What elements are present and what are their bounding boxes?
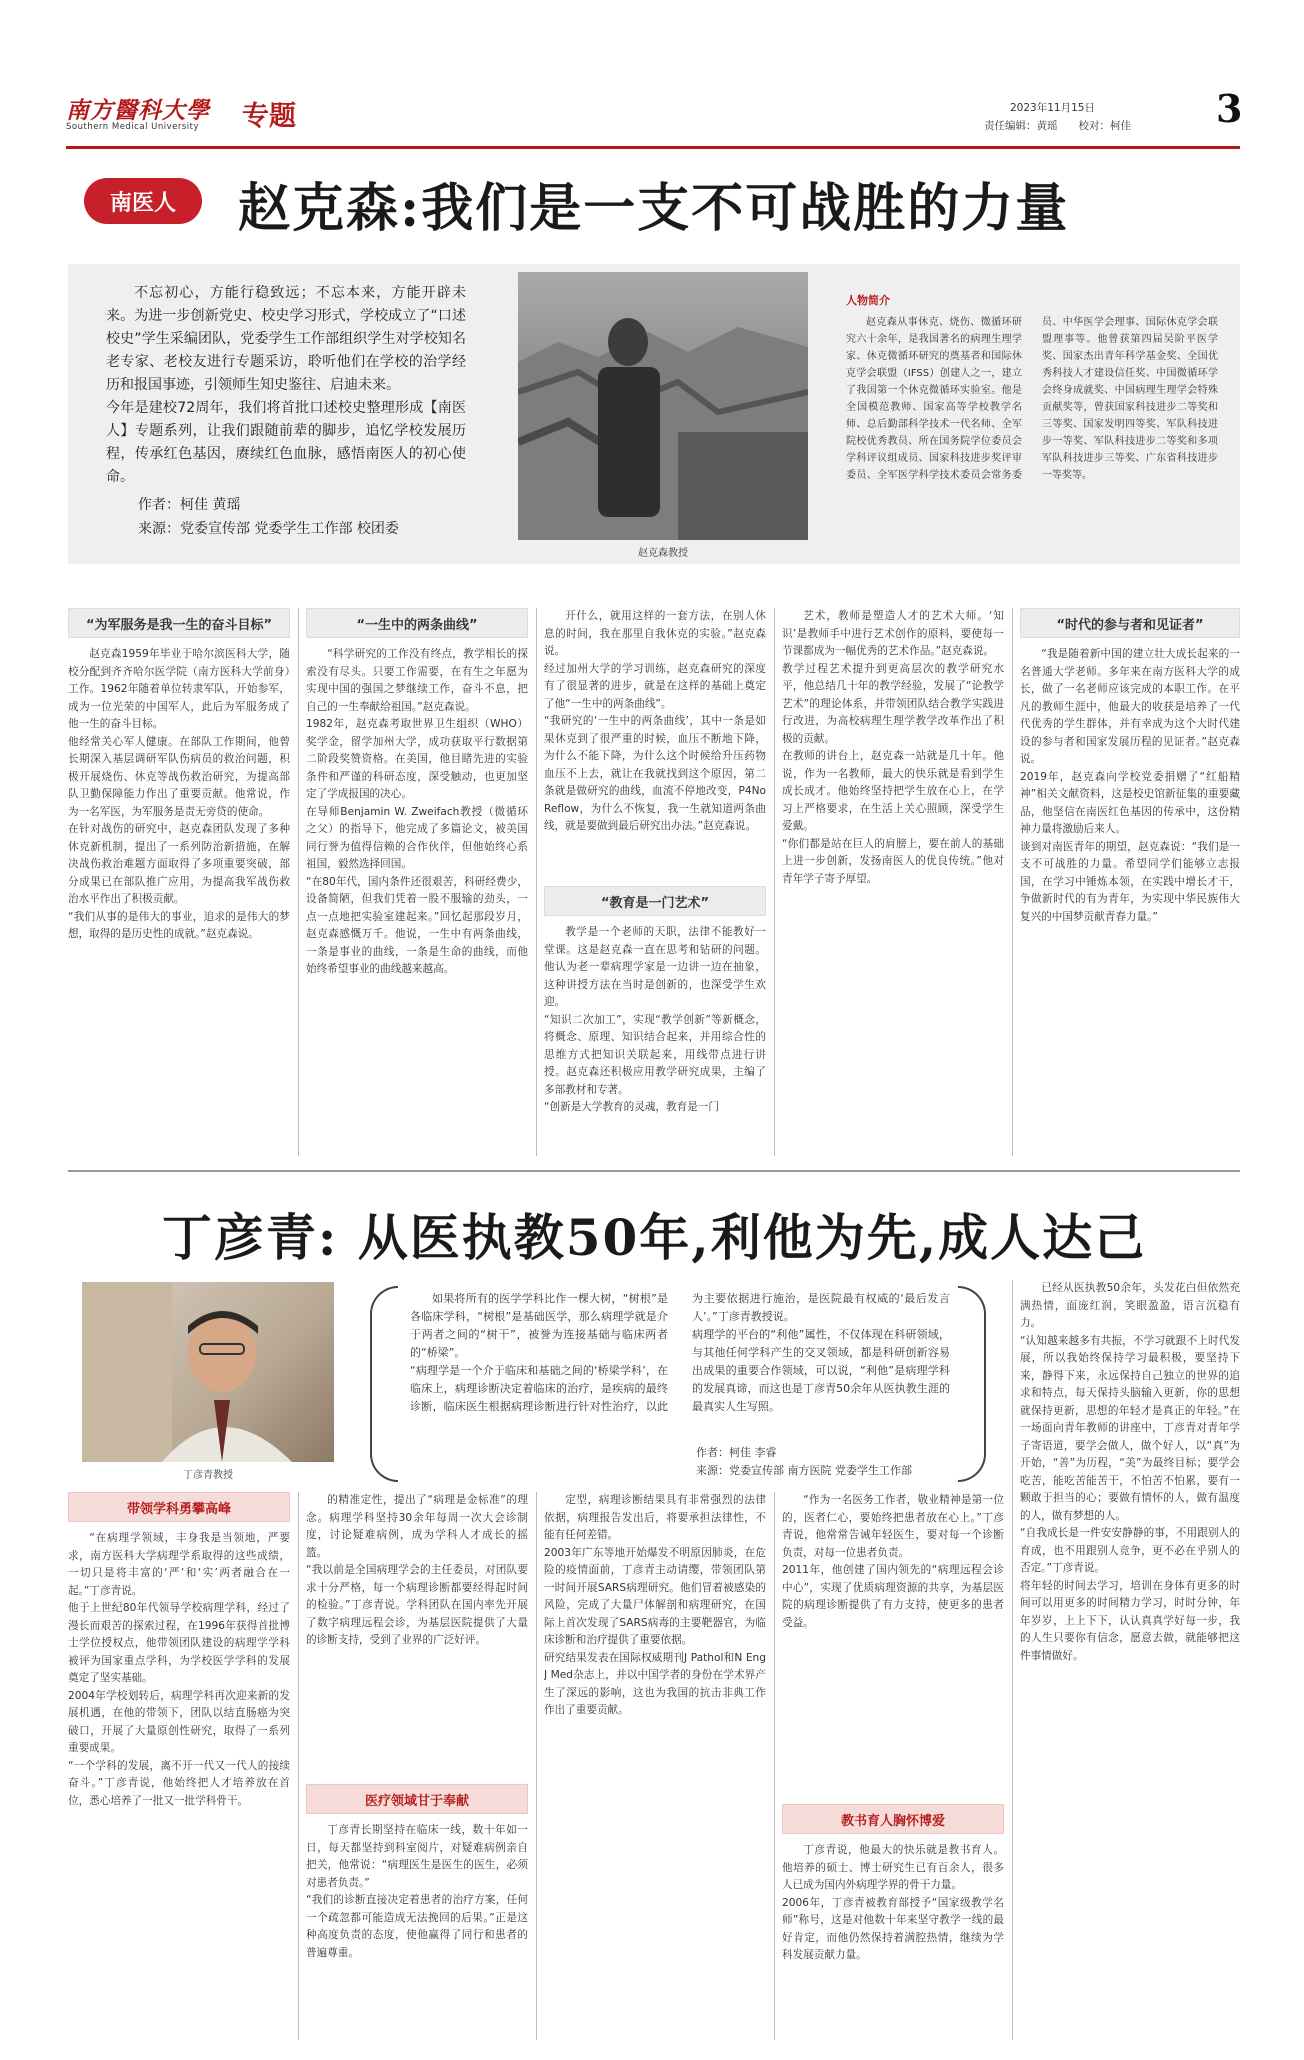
story1-col2-text: “科学研究的工作没有终点，教学相长的探索没有尽头。只要工作需要，在有生之年愿为实现中国的强国之梦继续工作，奋斗不息，把自己的一生奉献给祖国。”赵克森说。 1982年，赵克森考取世界卫生组织（WHO）奖学金，留学加州大学，成功获取平行数据第二阶段奖赞资格。在美国，他目睹先进的实验条件和严谨的科研态度，深受触动，也更加坚定了学成报国的决心。 在导师Benjamin W. Zweifach教授（微循环之父）的指导下，他完成了多篇论文，被美国同行誉为值得信赖的合作伙伴，但他始终心系祖国，毅然选择回国。 “在80年代，国内条件还很艰苦，科研经费少，设备简陋，但我们凭着一股不服输的劲头，一点一点地把实验室建起来。”回忆起那段岁月，赵克森感慨万千。他说，一生中有两条曲线，一条是事业的曲线，一条是生命的曲线，而他始终希望事业的曲线越来越高。 [306,648,528,975]
story1-author: 作者：柯佳 黄瑶 [138,497,241,513]
story1-photo [518,272,808,540]
story2-photo [82,1282,334,1462]
quote-bracket-right [958,1286,986,1482]
divider [536,1492,537,2040]
divider [1012,608,1013,1156]
story2-sec3-heading-text: 教书育人胸怀博爱 [840,1813,945,1829]
story1-col1-heading [68,608,290,638]
masthead-logo: 南方醫科大學 [66,97,210,124]
divider [1012,1280,1013,2040]
divider [774,1492,775,2040]
masthead [66,86,1243,144]
story1-col3-text-top: 开什么，就用这样的一套方法，在别人休息的时间，我在那里自我休克的实验。”赵克森说。 经过加州大学的学习训练，赵克森研究的深度有了很显著的进步，就是在这样的基础上奠定了他“一生中的两条曲线”。 “我研究的‘一生中的两条曲线’，其中一条是如果休克到了很严重的时候，血压不断地下降，为什么不能下降，为什么这个时候给升压药物血压不上去，就让在我就找到这个原因，第二条就是做研究的曲线，血流不停地改变，P4No Reflow，为什么不恢复，我一生就知道两条曲线，就是要做到最后研究出办法。”赵克森说。 [544,610,766,832]
divider [298,1492,299,2040]
great-wall-photo [518,272,808,540]
story2-sec2-heading [306,1784,528,1814]
story1-col3-heading-text: “教育是一门艺术” [600,895,710,911]
story1-col5-heading-text: “时代的参与者和见证者” [1056,617,1204,633]
masthead-rule [66,146,1240,149]
story1-intro: 不忘初心，方能行稳致远；不忘本来，方能开辟未来。为进一步创新党史、校史学习形式，学校成立了“口述校史”学生采编团队，党委学生工作部组织学生对学校知名老专家、老校友进行专题采访，聆听他们在学校的治学经历和报国事迹，引领师生知史鉴往、启迪未来。 今年是建校72周年，我们将首批口述校史整理形成【南医人】专题系列，让我们跟随前辈的脚步，追忆学校发展历程，传承红色基因，赓续红色血脉，感悟南医人的初心使命。 [106,285,466,485]
story2-col4-text-top: “作为一名医务工作者，敬业精神是第一位的，医者仁心，要始终把患者放在心上。”丁彦青说，他常常告诫年轻医生，要对每一个诊断负责，对每一位患者负责。 2011年，他创建了国内领先的“病理远程会诊中心”，实现了优质病理资源的共享，为基层医院的病理诊断提供了有力支持，使更多的患者受益。 [782,1494,1004,1629]
divider [298,608,299,1156]
story1-badge-label: 南医人 [109,190,176,216]
story1-col5-heading [1020,608,1240,638]
story2-sec3-heading [782,1804,1004,1834]
story2-sec2-heading-text: 医疗领域甘于奉献 [364,1793,469,1809]
divider [774,608,775,1156]
story2-title: 丁彦青: 从医执教50年,利他为先,成人达己 [161,1208,1147,1267]
story1-title: 赵克森:我们是一支不可战胜的力量 [238,178,1070,239]
profile-heading: 人物简介 [846,294,890,307]
story2-col4-text-bottom: 丁彦青说，他最大的快乐就是教书育人。他培养的硕士、博士研究生已有百余人，很多人已成为国内外病理学界的骨干力量。 2006年，丁彦青被教育部授予“国家级教学名师”称号，这是对他数十年来坚守教学一线的最好肯定，而他仍然保持着满腔热情，继续为学科发展贡献力量。 [782,1844,1004,1961]
story2-photo-caption: 丁彦青教授 [183,1470,233,1481]
story2-quote: 如果将所有的医学学科比作一棵大树，“树根”是各临床学科，“树根”是基础医学，那么病理学就是介于两者之间的“树干”，被誉为连接基础与临床两者的“桥梁”。 “病理学是一个介于临床和基础之间的‘桥梁学科’，在临床上，病理诊断决定着临床的治疗，是疾病的最终诊断，临床医生根据病理诊断进行针对性治疗，以此为主要依据进行施治，是医院最有权威的‘最后发言人’。”丁彦青教授说。 病理学的平台的“利他”属性，不仅体现在科研领域，与其他任何学科产生的交叉领域，都是科研创新容易出成果的重要合作领域，可以说，“利他”是病理学科的发展真谛，而这也是丁彦青50余年从医执教生涯的最真实人生写照。 [410,1292,950,1413]
story1-col2-heading [306,608,528,638]
story2-source: 来源：党委宣传部 南方医院 党委学生工作部 [696,1464,912,1477]
issue-date: 2023年11月15日 [1010,102,1095,114]
story1-photo-caption: 赵克森教授 [638,548,688,559]
story2-right-text: 已经从医执教50余年，头发花白但依然充满热情，面庞红润，笑眼盈盈，语言沉稳有力。 “认知越来越多有共振，不学习就跟不上时代发展，所以我始终保持学习最积极，要坚持下来，静得下来，永远保持自己独立的世界的追求和特点，每天保持头脑输入更新，你的思想就保持更新，思想的年轻才是真正的年轻。”在一场面向青年教师的讲座中，丁彦青对青年学子寄语道，要学会做人，做个好人，以“真”为开始，“善”为历程，“美”为最终目标；要学会吃苦，能吃苦能苦干，不怕苦不怕累，要有一颗敢于担当的心；要做有情怀的人，做有温度的人，做有梦想的人。 “自我成长是一件安安静静的事，不用跟别人的育成，也不用跟别人竞争，更不必在乎别人的否定。”丁彦青说。 将年轻的时间去学习，培训在身体有更多的时间可以用更多的时间精力学习，时时分钟，年年岁岁，上上下下，认认真真学好每一步，我的人生只要你有信念，愿意去做，就能够把这件事情做好。 [1020,1282,1240,1662]
story2-sec2-text: 丁彦青长期坚持在临床一线，数十年如一日，每天都坚持到科室阅片，对疑难病例亲自把关，他常说：“病理医生是医生的医生，必须对患者负责。” “我们的诊断直接决定着患者的治疗方案，任何一个疏忽都可能造成无法挽回的后果。”正是这种高度负责的态度，使他赢得了同行和患者的普遍尊重。 [306,1824,528,1959]
story1-col3-text-bottom: 教学是一个老师的天职，法律不能教好一堂课。这是赵克森一直在思考和钻研的问题。他认为老一辈病理学家是一边讲一边在抽象，这种讲授方法在当时是创新的，也深受学生欢迎。 “知识二次加工”，实现“教学创新”等新概念，将概念、原理、知识结合起来，并用综合性的思维方式把知识关联起来，用线带点进行讲授。赵克森还积极应用教学研究成果，主编了多部教材和专著。 “创新是大学教育的灵魂，教育是一门 [544,926,766,1113]
story1-intro-box [68,264,1240,564]
story2-col3-text: 定型，病理诊断结果具有非常强烈的法律依据，病理报告发出后，将要承担法律性，不能有任何差错。 2003年广东等地开始爆发不明原因肺炎，在危险的疫情面前，丁彦青主动请缨，带领团队第一时间开展SARS病理研究。他们冒着被感染的风险，完成了大量尸体解剖和病理研究，在国际上首次发现了SARS病毒的主要靶器官，为临床诊断和治疗提供了重要依据。 研究结果发表在国际权威期刊J Pathol和N Eng J Med杂志上，并以中国学者的身份在学术界产生了深远的影响，这也为我国的抗击非典工作作出了重要贡献。 [544,1494,766,1716]
divider [536,608,537,1156]
section-separator [68,1170,1240,1172]
story2-author: 作者：柯佳 李睿 [696,1446,777,1459]
profile-text: 赵克森从事休克、烧伤、微循环研究六十余年，是我国著名的病理生理学家、休克微循环研究的奠基者和国际休克学会联盟（IFSS）创建人之一，建立了我国第一个休克微循环实验室。他是全国模范教师、国家高等学校教学名师、总后勤部科学技术一代名师、全军院校优秀教员、所在国务院学位委员会学科评议组成员、国家科技进步奖评审委员、全军医学科学技术委员会常务委员、中华医学会理事、国际休克学会联盟理事等。他曾获第四届吴阶平医学奖、国家杰出青年科学基金奖、全国优秀科技人才建设信任奖、中国微循环学会终身成就奖、中国病理生理学会特殊贡献奖等，曾获国家科技进步二等奖和三等奖、国家发明四等奖、军队科技进步一等奖、军队科技进步二等奖和多项军队科技进步三等奖、广东省科技进步一等奖等。 [846,317,1218,481]
editor-credits: 责任编辑：黄瑶 校对：柯佳 [984,120,1131,132]
story1-col5-text: “我是随着新中国的建立壮大成长起来的一名普通大学老师。多年来在南方医科大学的成长，做了一名老师应该完成的本职工作。在平凡的教师生涯中，他最大的收获是培养了一代代优秀的学生群体，并有幸成为这个大时代建设的参与者和国家发展历程的见证者。”赵克森说。 2019年，赵克森向学校党委捐赠了“红船精神”相关文献资料，这是校史馆新征集的重要藏品，他坚信在南医红色基因的传承中，这份精神力量将激励后来人。 谈到对南医青年的期望，赵克森说：“我们是一支不可战胜的力量。希望同学们能够立志报国，在学习中锤炼本领，在实践中增长才干，争做新时代的有为青年，为实现中华民族伟大复兴的中国梦贡献青春力量。” [1020,648,1240,923]
page-number: 3 [1216,86,1243,131]
story2-sec1-text: “在病理学领域，丰身我是当领地，严要求，南方医科大学病理学系取得的这些成绩，一切只是将丰富的‘严’和‘实’两者融合在一起。”丁彦青说。 他于上世纪80年代领导学校病理学科，经过了漫长而艰苦的探索过程，在1996年获得首批博士学位授权点，他带领团队建设的病理学学科被评为国家重点学科，为学校医学学科的发展奠定了坚实基础。 2004年学校划转后，病理学科再次迎来新的发展机遇，在他的带领下，团队以结直肠癌为突破口，开展了大量原创性研究，取得了一系列重要成果。 “一个学科的发展，离不开一代又一代人的接续奋斗。”丁彦青说，他始终把人才培养放在首位，悉心培养了一批又一批学科骨干。 [68,1532,290,1807]
quote-bracket-left [370,1286,398,1482]
masthead-logo-en: Southern Medical University [66,122,200,132]
story1-col4-text: 艺术，教师是塑造人才的艺术大师。‘知识’是教师手中进行艺术创作的原料，要使每一节课都成为一幅优秀的艺术作品。”赵克森说。 教学过程艺术提升到更高层次的教学研究水平，他总结几十年的教学经验，发展了“论教学艺术”的理论体系，并带领团队结合教学实践进行改进，为高校病理生理学教学改革作出了积极的贡献。 在教师的讲台上，赵克森一站就是几十年。他说，作为一名教师，最大的快乐就是看到学生成长成才。他始终坚持把学生放在心上，在学习上严格要求，在生活上关心照顾，深受学生爱戴。 “你们都是站在巨人的肩膀上，要在前人的基础上进一步创新，发扬南医人的优良传统。”他对青年学子寄予厚望。 [782,610,1004,885]
story1-col1-text: 赵克森1959年毕业于哈尔滨医科大学，随校分配到齐齐哈尔医学院（南方医科大学前身）工作。1962年随着单位转隶军队，开始参军，成为一位光荣的中国军人，此后为军服务成了他一生的奋斗目标。 他经常关心军人健康。在部队工作期间，他曾长期深入基层调研军队伤病员的救治问题，积极开展烧伤、休克等战伤救治研究，为提高部队卫勤保障能力作出了重要贡献。他常说，作为一名军医，为军服务是责无旁贷的使命。 在针对战伤的研究中，赵克森团队发现了多种休克新机制，提出了一系列防治新措施，在解决战伤救治难题方面取得了多项重要突破，部分成果已在部队推广应用，为提高我军战伤救治水平作出了积极贡献。 “我们从事的是伟大的事业，追求的是伟大的梦想，取得的是历史性的成就。”赵克森说。 [68,648,290,940]
story1-source: 来源：党委宣传部 党委学生工作部 校团委 [138,521,399,537]
story1-col2-heading-text: “一生中的两条曲线” [356,617,478,633]
story2-sec1b-text: 的精准定性，提出了“病理是金标准”的理念。病理学科坚持30余年每周一次大会诊制度，讨论疑难病例，成为学科人才成长的摇篮。 “我以前是全国病理学会的主任委员，对团队要求十分严格，每一个病理诊断都要经得起时间的检验。”丁彦青说。学科团队在国内率先开展了数字病理远程会诊，为基层医院提供了大量的诊断支持，受到了业界的广泛好评。 [306,1494,528,1646]
story1-col3-heading [544,886,766,916]
story1-badge [84,178,202,224]
story2-sec1-heading [68,1492,290,1522]
story2-sec1-heading-text: 带领学科勇攀高峰 [126,1501,231,1517]
section-title: 专题 [242,101,296,132]
portrait-photo [82,1282,334,1462]
story1-col1-heading-text: “为军服务是我一生的奋斗目标” [85,617,273,633]
